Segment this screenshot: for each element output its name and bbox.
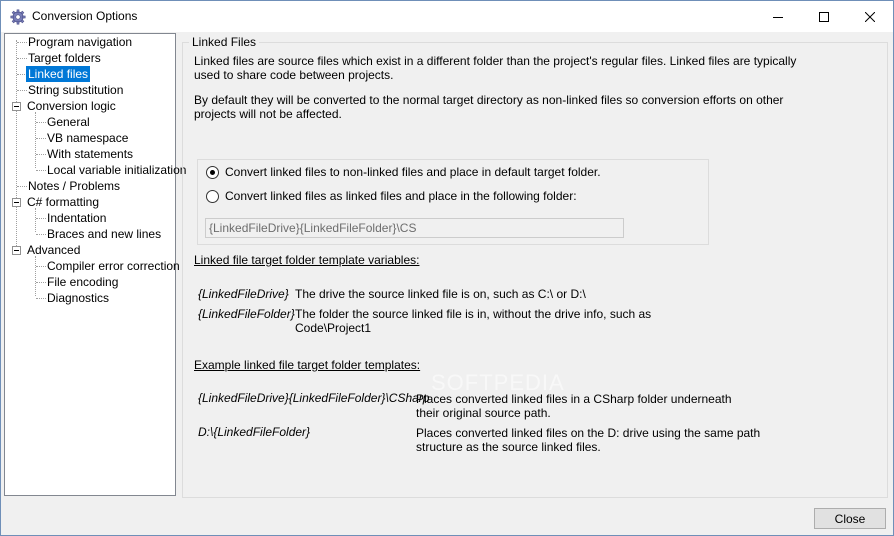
tree-item-csharp-formatting[interactable] [25,194,101,210]
variable-description: The drive the source linked file is on, such as C:\ or D:\ [295,287,586,301]
tree-item-label: File encoding [47,275,119,289]
variable-name: {LinkedFileDrive} [198,287,289,301]
variable-description: Code\Project1 [295,321,372,335]
tree-item-compiler-error-correction[interactable] [45,258,182,274]
group-title: Linked Files [189,35,259,49]
maximize-icon [819,12,829,22]
tree-item-braces-and-new-lines[interactable] [45,226,163,242]
tree-item-general[interactable] [45,114,92,130]
tree-item-label: Diagnostics [47,291,110,305]
radio-linked-label[interactable]: Convert linked files as linked files and place in the following folder: [225,189,577,203]
tree-item-label: VB namespace [47,131,129,145]
example-description: structure as the source linked files. [416,440,601,454]
tree-item-label: Target folders [28,51,101,65]
example-template: D:\{LinkedFileFolder} [198,425,311,439]
example-description: their original source path. [416,406,551,420]
description-line: used to share code between projects. [194,68,394,82]
tree-item-advanced[interactable] [25,242,82,258]
variables-heading: Linked file target folder template variables: [194,253,420,267]
maximize-button[interactable] [801,1,847,32]
tree-item-label: Conversion logic [27,99,116,113]
tree-item-label: Compiler error correction [47,259,180,273]
tree-item-label: General [47,115,90,129]
tree-item-label: String substitution [28,83,124,97]
tree-item-label: Linked files [28,67,89,81]
example-template: {LinkedFileDrive}{LinkedFileFolder}\CSharp [198,391,430,405]
options-tree[interactable] [4,33,187,496]
softpedia-watermark: SOFTPEDIA [431,370,565,395]
tree-item-target-folders[interactable] [26,50,103,66]
tree-item-notes-problems[interactable] [26,178,122,194]
title-bar [1,1,893,32]
collapse-toggle-csharp-formatting[interactable] [12,198,21,207]
variable-name: {LinkedFileFolder} [198,307,295,321]
collapse-toggle-conversion-logic[interactable] [12,102,21,111]
collapse-toggle-advanced[interactable] [12,246,21,255]
examples-heading: Example linked file target folder templates: [194,358,421,372]
linked-files-panel [182,33,890,497]
example-description: Places converted linked files in a CSharp folder underneath [416,392,732,406]
variable-description: The folder the source linked file is in, without the drive info, such as [295,307,652,321]
description-line: projects will not be affected. [194,107,342,121]
close-window-button[interactable] [847,1,893,32]
tree-item-label: With statements [47,147,134,161]
tree-item-local-variable-initialization[interactable] [45,162,188,178]
tree-item-label: C# formatting [27,195,100,209]
tree-item-label: Advanced [27,243,81,257]
tree-item-label: Indentation [47,211,107,225]
tree-item-linked-files[interactable] [26,66,90,82]
description-line: By default they will be converted to the normal target directory as non-linked files so conversion efforts on other [194,93,784,107]
tree-item-string-substitution[interactable] [26,82,125,98]
tree-item-indentation[interactable] [45,210,108,226]
tree-item-label: Braces and new lines [47,227,162,241]
window-title: Conversion Options [32,9,138,23]
tree-connector [35,208,36,232]
tree-item-vb-namespace[interactable] [45,130,130,146]
tree-item-program-navigation[interactable] [26,34,134,50]
linked-files-groupbox [182,35,888,498]
radio-linked[interactable] [206,190,219,203]
radio-non-linked[interactable] [206,166,219,179]
minimize-button[interactable] [755,1,801,32]
example-description: Places converted linked files on the D: drive using the same path [416,426,761,440]
description-line: Linked files are source files which exist in a different folder than the project's regular files. Linked files are typically [194,54,797,68]
tree-connector [35,112,36,168]
radio-non-linked-label[interactable]: Convert linked files to non-linked files and place in default target folder. [225,165,601,179]
tree-item-label: Notes / Problems [28,179,121,193]
linked-folder-input[interactable] [205,218,624,238]
tree-connector [35,256,36,296]
tree-item-label: Program navigation [28,35,133,49]
close-button[interactable]: Close [814,508,886,529]
tree-connector [16,40,17,250]
tree-item-conversion-logic[interactable] [25,98,118,114]
minimize-icon [773,12,783,22]
tree-item-file-encoding[interactable] [45,274,120,290]
close-icon [865,12,875,22]
gear-icon [10,9,26,25]
tree-item-diagnostics[interactable] [45,290,111,306]
tree-item-label: Local variable initialization [47,163,187,177]
tree-item-with-statements[interactable] [45,146,135,162]
